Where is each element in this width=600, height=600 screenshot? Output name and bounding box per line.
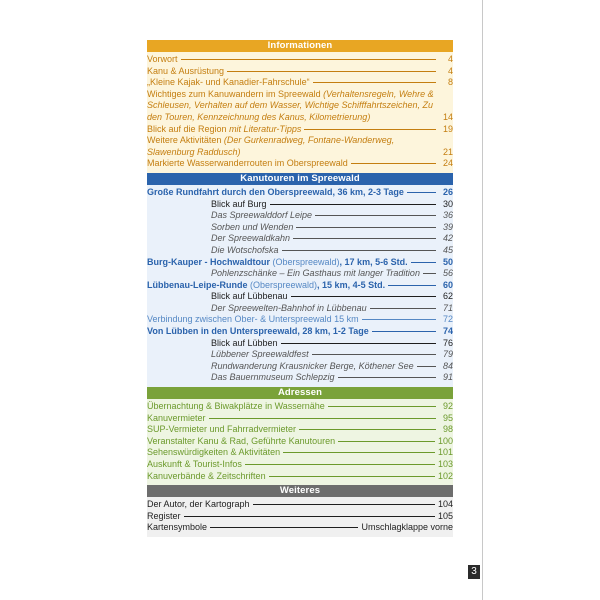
section-header-adressen: Adressen	[147, 387, 453, 399]
toc-entry[interactable]: Blick auf die Region mit Literatur-Tipps 19	[147, 123, 453, 134]
toc-entry[interactable]: Der Spreewaldkahn 42	[211, 233, 453, 244]
toc-entry[interactable]: Die Wotschofska 45	[211, 244, 453, 255]
toc-entry[interactable]: Rundwanderung Krausnicker Berge, Köthener See 84	[211, 360, 453, 371]
toc-entry[interactable]: Große Rundfahrt durch den Oberspreewald, 36 km, 2-3 Tage 26	[147, 186, 453, 197]
toc-entry[interactable]: Das Bauernmuseum Schlepzig 91	[211, 372, 453, 383]
toc-entry[interactable]: Kanuvermieter 95	[147, 412, 453, 423]
toc-entry[interactable]: Verbindung zwischen Ober- & Unterspreewald 15 km 72	[147, 314, 453, 325]
toc-entry[interactable]: Markierte Wasserwanderrouten im Oberspreewald 24	[147, 158, 453, 169]
section-adressen	[147, 387, 453, 485]
table-of-contents	[147, 40, 453, 537]
toc-entry[interactable]: Von Lübben in den Unterspreewald, 28 km, 1-2 Tage 74	[147, 326, 453, 337]
section-informationen	[147, 40, 453, 173]
section-header-informationen: Informationen	[147, 40, 453, 52]
toc-entry[interactable]: Lübbener Spreewaldfest 79	[211, 349, 453, 360]
toc-entry[interactable]: Register 105	[147, 510, 453, 521]
toc-entry[interactable]: Pohlenzschänke – Ein Gasthaus mit langer Tradition 56	[211, 268, 453, 279]
toc-entry[interactable]: Vorwort 4	[147, 54, 453, 64]
toc-entry[interactable]: SUP-Vermieter und Fahrradvermieter 98	[147, 424, 453, 435]
toc-entry[interactable]: Wichtiges zum Kanuwandern im Spreewald (Verhaltensregeln, Wehre & Schleusen, Verhalten auf dem Wasser, Wichtige Schifffahrtszeichen, Zu den Touren, Kennzeichnung des Kanus, Kilometrierung) 14	[147, 88, 453, 122]
toc-entry[interactable]: Sehenswürdigkeiten & Aktivitäten 101	[147, 447, 453, 458]
toc-entry[interactable]: Sorben und Wenden 39	[211, 221, 453, 232]
toc-entry[interactable]: Burg-Kauper - Hochwaldtour (Oberspreewald), 17 km, 5-6 Std. 50	[147, 256, 453, 267]
toc-entry[interactable]: Das Spreewalddorf Leipe 36	[211, 210, 453, 221]
toc-entry[interactable]: Kanuverbände & Zeitschriften 102	[147, 470, 453, 481]
page-number: 3	[468, 565, 480, 579]
toc-entry[interactable]: Veranstalter Kanu & Rad, Geführte Kanutouren 100	[147, 435, 453, 446]
toc-entry[interactable]: Der Spreewelten-Bahnhof in Lübbenau 71	[211, 302, 453, 313]
toc-entry[interactable]: Blick auf Lübben 76	[211, 337, 453, 348]
section-weiteres	[147, 485, 453, 537]
toc-entry[interactable]: Blick auf Lübbenau 62	[211, 291, 453, 302]
page-edge	[482, 0, 483, 600]
toc-entry[interactable]: Auskunft & Tourist-Infos 103	[147, 459, 453, 469]
toc-entry[interactable]: Weitere Aktivitäten (Der Gurkenradweg, Fontane-Wanderweg, Slawenburg Raddusch) 21	[147, 135, 453, 157]
section-header-weiteres: Weiteres	[147, 485, 453, 497]
toc-entry[interactable]: Kanu & Ausrüstung 4	[147, 65, 453, 76]
toc-entry[interactable]: Der Autor, der Kartograph 104	[147, 499, 453, 510]
toc-entry[interactable]: „Kleine Kajak- und Kanadier-Fahrschule“ 8	[147, 77, 453, 88]
section-kanutouren	[147, 173, 453, 387]
section-header-kanutouren: Kanutouren im Spreewald	[147, 173, 453, 185]
toc-entry[interactable]: Übernachtung & Biwakplätze in Wassernähe 92	[147, 401, 453, 412]
toc-entry[interactable]: Kartensymbole Umschlagklappe vorne	[147, 522, 453, 533]
toc-entry[interactable]: Blick auf Burg 30	[211, 198, 453, 209]
toc-entry[interactable]: Lübbenau-Leipe-Runde (Oberspreewald), 15 km, 4-5 Std. 60	[147, 279, 453, 290]
